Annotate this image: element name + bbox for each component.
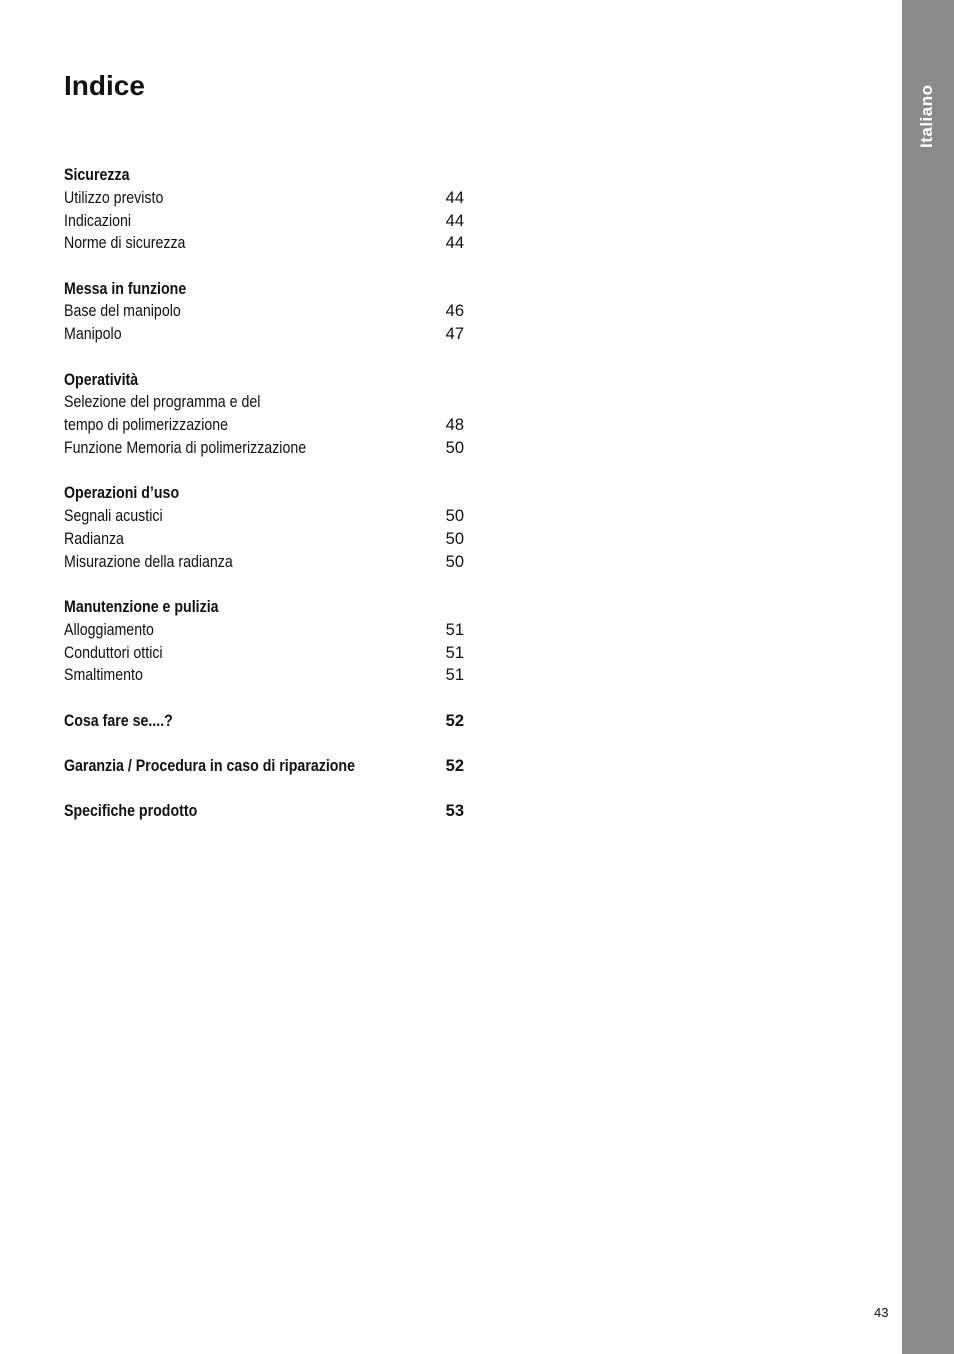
toc-entry-page: 47 (445, 325, 464, 344)
toc-single-entry (64, 755, 464, 778)
toc-section-operativita (64, 369, 464, 460)
toc-entry-label: Base del manipolo (64, 302, 181, 321)
toc-entry-page: 50 (445, 529, 464, 548)
toc-entry[interactable] (64, 528, 464, 551)
toc-entry[interactable] (64, 437, 464, 460)
toc-heading-label: Garanzia / Procedura in caso di riparazione (64, 756, 356, 775)
toc-single-entry (64, 710, 464, 733)
toc-entry-garanzia[interactable] (64, 755, 464, 778)
toc-entry-label: Norme di sicurezza (64, 234, 186, 253)
toc-section-heading[interactable] (64, 482, 464, 505)
toc-section-heading[interactable] (64, 278, 464, 301)
toc-entry-page: 46 (445, 302, 464, 321)
toc-entry-label: Selezione del programma e del (64, 393, 261, 412)
toc-entry[interactable] (64, 505, 464, 528)
toc-entry-page: 44 (445, 211, 464, 230)
toc-entry-page: 52 (445, 756, 464, 775)
toc-heading-label: Messa in funzione (64, 279, 187, 298)
toc-entry[interactable] (64, 187, 464, 210)
toc-entry-page: 48 (445, 416, 464, 435)
toc-entry-page: 44 (445, 234, 464, 253)
toc-section-heading[interactable] (64, 164, 464, 187)
toc-entry-page: 52 (445, 711, 464, 730)
language-tab-label: Italiano (917, 84, 936, 148)
toc-entry-label: Manipolo (64, 325, 122, 344)
toc-section-manutenzione (64, 596, 464, 687)
toc-entry[interactable] (64, 391, 464, 414)
toc-entry-label: Funzione Memoria di polimerizzazione (64, 438, 307, 457)
toc-entry-label: Utilizzo previsto (64, 188, 164, 207)
toc-entry[interactable] (64, 642, 464, 665)
toc-section-heading[interactable] (64, 369, 464, 392)
toc-entry-page: 50 (445, 438, 464, 457)
toc-entry[interactable] (64, 551, 464, 574)
toc-entry-label: Alloggiamento (64, 620, 154, 639)
toc-heading-label: Sicurezza (64, 166, 130, 184)
toc-heading-label: Manutenzione e pulizia (64, 597, 219, 616)
toc-entry-page: 51 (445, 620, 464, 639)
toc-entry-label: Smaltimento (64, 666, 143, 685)
toc-heading-label: Specifiche prodotto (64, 802, 198, 821)
toc-entry-label: Segnali acustici (64, 507, 163, 526)
toc-entry[interactable] (64, 414, 464, 437)
toc-entry[interactable] (64, 664, 464, 687)
toc-entry-page: 51 (445, 643, 464, 662)
toc-heading-label: Operazioni d’uso (64, 484, 180, 503)
table-of-contents (64, 164, 464, 846)
toc-entry-label: tempo di polimerizzazione (64, 416, 229, 435)
toc-entry-label: Radianza (64, 529, 124, 548)
toc-entry[interactable] (64, 323, 464, 346)
toc-section-sicurezza (64, 164, 464, 255)
toc-entry-page: 53 (445, 802, 464, 821)
toc-entry-page: 44 (445, 188, 464, 207)
toc-section-messa-in-funzione (64, 278, 464, 346)
toc-single-entry (64, 800, 464, 823)
toc-entry-page: 50 (445, 507, 464, 526)
toc-entry[interactable] (64, 619, 464, 642)
toc-entry-page: 50 (445, 552, 464, 571)
language-side-tab (902, 0, 954, 1354)
toc-entry[interactable] (64, 210, 464, 233)
toc-entry[interactable] (64, 232, 464, 255)
toc-entry-label: Misurazione della radianza (64, 552, 233, 571)
toc-entry-label: Conduttori ottici (64, 643, 163, 662)
page-number: 43 (874, 1305, 889, 1320)
toc-entry-cosa-fare[interactable] (64, 710, 464, 733)
toc-section-heading[interactable] (64, 596, 464, 619)
page-title: Indice (64, 70, 145, 101)
toc-entry-specifiche[interactable] (64, 800, 464, 823)
toc-entry-page: 51 (445, 666, 464, 685)
toc-heading-label: Cosa fare se....? (64, 711, 173, 730)
toc-entry-label: Indicazioni (64, 211, 132, 230)
toc-entry[interactable] (64, 300, 464, 323)
toc-section-operazioni-duso (64, 482, 464, 573)
toc-heading-label: Operatività (64, 370, 139, 389)
